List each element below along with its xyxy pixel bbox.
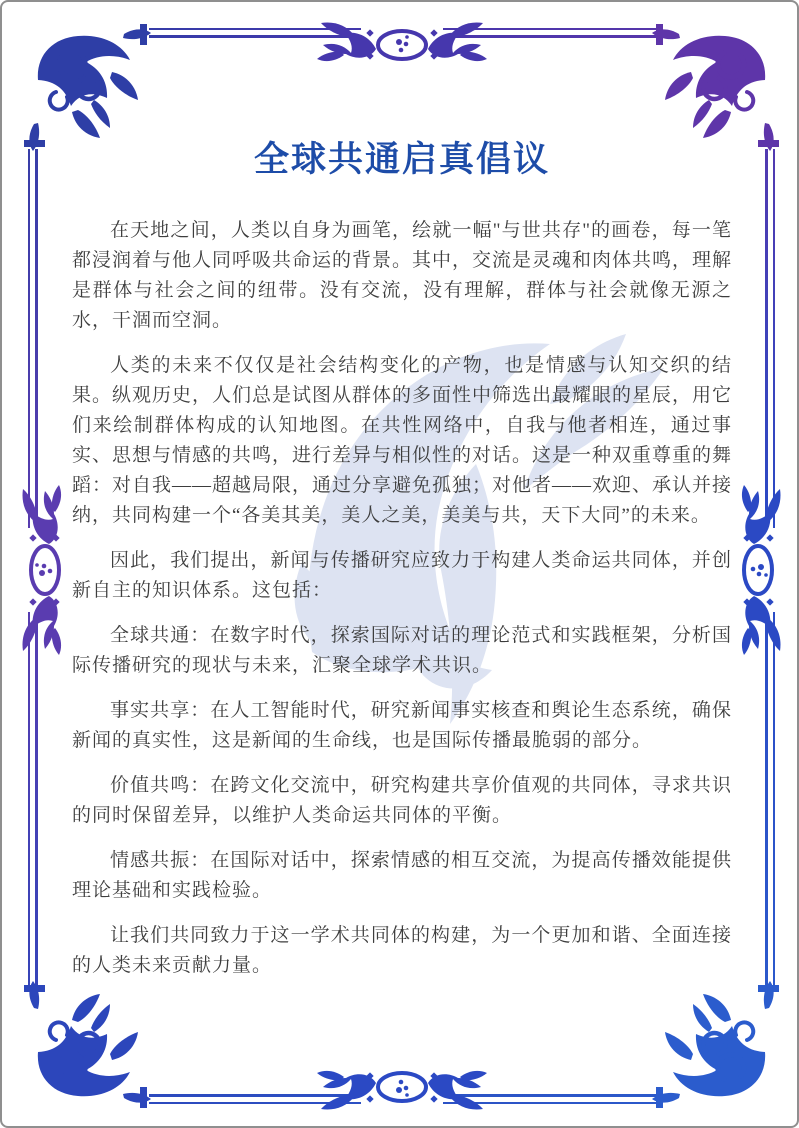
scroll-medallion-ornament-icon — [317, 1071, 487, 1110]
paragraph-proposal: 因此，我们提出，新闻与传播研究应致力于构建人类命运共同体，并创新自主的知识体系。这包括： — [72, 550, 732, 601]
scroll-medallion-ornament-icon — [23, 485, 62, 655]
paragraph-fact-sharing: 事实共享：在人工智能时代，研究新闻事实核查和舆论生态系统，确保新闻的真实性，这是新闻的生命线，也是国际传播最脆弱的部分。 — [72, 700, 732, 751]
acanthus-corner-flourish-icon — [652, 24, 779, 151]
scroll-medallion-ornament-icon — [742, 485, 781, 655]
paragraph-future: 人类的未来不仅仅是社会结构变化的产物，也是情感与认知交织的结果。纵观历史，人们总是试图从群体的多面性中筛选出最耀眼的星辰，用它们来绘制群体构成的认知地图。在共性网络中，自我与他者相连，通过事实、思想与情感的共鸣，进行差异与相似性的对话。这是一种双重尊重的舞蹈：对自我——超越局限，通过分享避免孤独；对他者——欢迎、承认并接纳，共同构建一个“各美其美，美人之美，美美与共，天下大同”的未来。 — [72, 355, 733, 526]
page-title: 全球共通启真倡议 — [253, 140, 550, 179]
paragraph-intro: 在天地之间，人类以自身为画笔，绘就一幅"与世共存"的画卷，每一笔都浸润着与他人同呼吸共命运的背景。其中，交流是灵魂和肉体共鸣，理解是群体与社会之间的纽带。没有交流，没有理解，群体与社会就像无源之水，干涸而空洞。 — [72, 220, 733, 331]
paragraph-value-resonance: 价值共鸣：在跨文化交流中，研究构建共享价值观的共同体，寻求共识的同时保留差异，以维护人类命运共同体的平衡。 — [72, 775, 732, 826]
paragraph-emotional-resonance: 情感共振：在国际对话中，探索情感的相互交流，为提高传播效能提供理论基础和实践检验。 — [72, 850, 732, 901]
scroll-medallion-ornament-icon — [317, 23, 487, 62]
acanthus-corner-flourish-icon — [24, 24, 151, 151]
paragraph-global-commonality: 全球共通：在数字时代，探索国际对话的理论范式和实践框架，分析国际传播研究的现状与未来，汇聚全球学术共识。 — [72, 625, 732, 676]
document-content — [72, 138, 732, 996]
acanthus-corner-flourish-icon — [24, 981, 151, 1108]
acanthus-corner-flourish-icon — [652, 981, 779, 1108]
paragraph-closing: 让我们共同致力于这一学术共同体的构建，为一个更加和谐、全面连接的人类未来贡献力量。 — [72, 925, 732, 976]
